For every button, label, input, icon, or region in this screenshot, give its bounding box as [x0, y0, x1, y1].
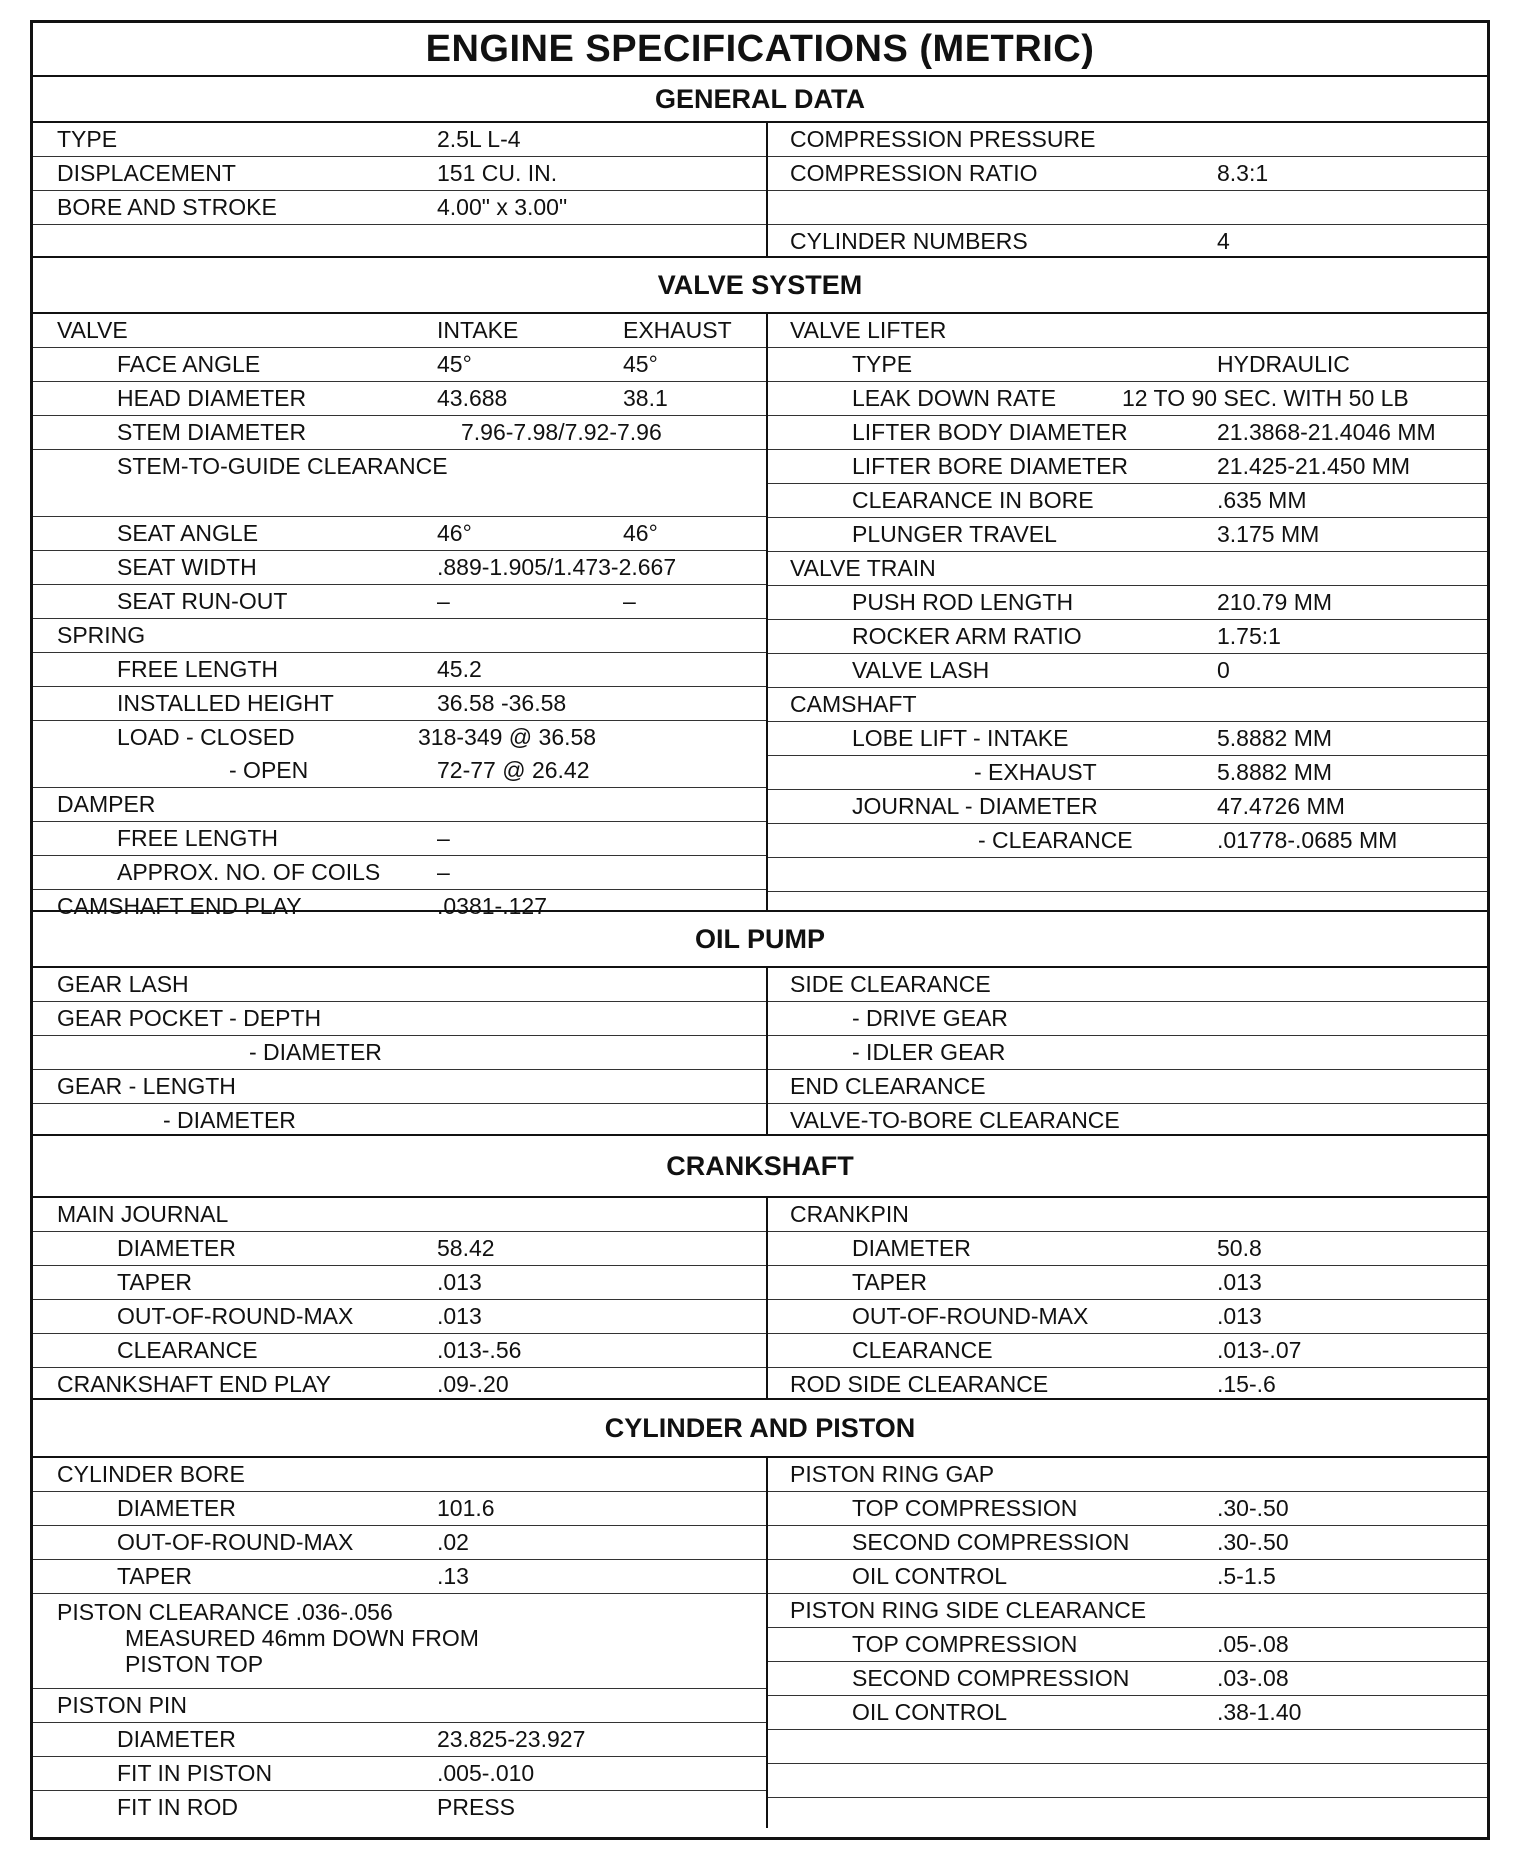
spec-value: 8.3:1 — [1217, 160, 1269, 186]
table-row — [33, 1300, 766, 1334]
table-row — [768, 824, 1487, 858]
table-row — [33, 1689, 766, 1723]
spec-label: SPRING — [57, 622, 146, 648]
table-row — [33, 968, 766, 1002]
column-header-exhaust: EXHAUST — [623, 317, 732, 343]
spec-value: .013 — [1217, 1303, 1262, 1329]
spec-label: PLUNGER TRAVEL — [852, 521, 1057, 547]
table-row — [33, 788, 766, 822]
spec-value: – — [437, 588, 450, 614]
spec-label: TYPE — [57, 126, 118, 152]
table-row — [33, 1791, 766, 1824]
table-row — [33, 1198, 766, 1232]
section-oil-pump — [33, 968, 1487, 1136]
spec-value: 1.75:1 — [1217, 623, 1281, 649]
spec-label: PISTON RING SIDE CLEARANCE — [790, 1597, 1147, 1623]
spec-label: LIFTER BORE DIAMETER — [852, 453, 1129, 479]
spec-value: .0381-.127 — [437, 893, 547, 919]
spec-label: FIT IN ROD — [117, 1794, 238, 1820]
spec-label: - DRIVE GEAR — [852, 1005, 1008, 1031]
table-row — [33, 1526, 766, 1560]
spec-label: FIT IN PISTON — [117, 1760, 273, 1786]
column-header-intake: INTAKE — [437, 317, 519, 343]
table-row — [33, 1104, 766, 1137]
section-heading-oil-pump: OIL PUMP — [33, 912, 1487, 968]
table-row — [33, 1368, 766, 1401]
spec-value: HYDRAULIC — [1217, 351, 1350, 377]
spec-value: 21.425-21.450 MM — [1217, 453, 1411, 479]
section-heading-valve-system: VALVE SYSTEM — [33, 258, 1487, 314]
general-right-column — [768, 123, 1487, 256]
table-row — [33, 585, 766, 619]
table-row — [768, 756, 1487, 790]
table-row — [768, 1458, 1487, 1492]
spec-value: 45° — [437, 351, 472, 377]
table-row — [768, 1730, 1487, 1764]
spec-label: - DIAMETER — [249, 1039, 382, 1065]
table-row — [768, 348, 1487, 382]
spec-label: ROCKER ARM RATIO — [852, 623, 1082, 649]
spec-label: HEAD DIAMETER — [117, 385, 307, 411]
spec-label: CAMSHAFT END PLAY — [57, 893, 302, 919]
table-row — [33, 450, 766, 483]
spec-value: 72-77 @ 26.42 — [437, 757, 590, 783]
spec-value: 210.79 MM — [1217, 589, 1333, 615]
spec-label: VALVE-TO-BORE CLEARANCE — [790, 1107, 1120, 1133]
spec-label: DIAMETER — [117, 1726, 236, 1752]
spec-label: PISTON RING GAP — [790, 1461, 995, 1487]
spec-label: - DIAMETER — [163, 1107, 296, 1133]
spec-label: GEAR - LENGTH — [57, 1073, 236, 1099]
valve-right-column — [768, 314, 1487, 910]
spec-value: 318-349 @ 36.58 — [418, 724, 597, 750]
spec-label: DIAMETER — [852, 1235, 971, 1261]
table-row — [33, 225, 766, 258]
spec-value: 3.175 MM — [1217, 521, 1320, 547]
table-row — [33, 348, 766, 382]
table-row — [33, 687, 766, 721]
valve-left-column — [33, 314, 768, 919]
spec-value: .889-1.905/1.473-2.667 — [437, 554, 677, 580]
spec-note: MEASURED 46mm DOWN FROM — [125, 1625, 479, 1651]
table-row — [33, 123, 766, 157]
spec-label: LEAK DOWN RATE — [852, 385, 1057, 411]
cylinder-left-column — [33, 1458, 768, 1828]
table-row — [768, 416, 1487, 450]
spec-value: .005-.010 — [437, 1760, 535, 1786]
cylinder-right-column — [768, 1458, 1487, 1828]
table-row — [33, 1036, 766, 1070]
spec-label: FREE LENGTH — [117, 825, 279, 851]
spec-value: .05-.08 — [1217, 1631, 1289, 1657]
table-row — [33, 314, 766, 348]
table-row — [33, 1266, 766, 1300]
spec-label: TYPE — [852, 351, 913, 377]
spec-label: ROD SIDE CLEARANCE — [790, 1371, 1049, 1397]
table-row — [768, 484, 1487, 518]
table-row — [33, 1232, 766, 1266]
spec-label: CRANKPIN — [790, 1201, 909, 1227]
table-row — [768, 968, 1487, 1002]
spec-label: OUT-OF-ROUND-MAX — [852, 1303, 1089, 1329]
spec-label: SEAT WIDTH — [117, 554, 257, 580]
table-row — [768, 518, 1487, 552]
spec-label: MAIN JOURNAL — [57, 1201, 229, 1227]
table-row — [33, 1070, 766, 1104]
spec-label: SEAT RUN-OUT — [117, 588, 288, 614]
spec-value: 12 TO 90 SEC. WITH 50 LB — [1122, 385, 1409, 411]
table-row — [768, 1798, 1487, 1831]
spec-value: 47.4726 MM — [1217, 793, 1345, 819]
spec-label: TAPER — [852, 1269, 927, 1295]
spec-value: 43.688 — [437, 385, 508, 411]
spec-label: BORE AND STROKE — [57, 194, 277, 220]
spec-label: CYLINDER BORE — [57, 1461, 245, 1487]
table-row — [33, 416, 766, 450]
spec-value: 0 — [1217, 657, 1230, 683]
spec-label: INSTALLED HEIGHT — [117, 690, 334, 716]
table-row — [33, 721, 766, 754]
spec-label: CRANKSHAFT END PLAY — [57, 1371, 331, 1397]
table-row — [768, 1368, 1487, 1401]
table-row — [768, 1764, 1487, 1798]
spec-value: – — [437, 825, 450, 851]
spec-label: - EXHAUST — [974, 759, 1097, 785]
spec-label: GEAR LASH — [57, 971, 189, 997]
spec-label: STEM-TO-GUIDE CLEARANCE — [117, 453, 448, 479]
spec-value: 50.8 — [1217, 1235, 1262, 1261]
table-row — [768, 157, 1487, 191]
spec-value: PRESS — [437, 1794, 515, 1820]
table-row — [768, 450, 1487, 484]
spec-label: COMPRESSION RATIO — [790, 160, 1038, 186]
spec-value: 21.3868-21.4046 MM — [1217, 419, 1436, 445]
table-row — [33, 822, 766, 856]
table-row — [768, 552, 1487, 586]
spec-label: JOURNAL - DIAMETER — [852, 793, 1098, 819]
spec-value: .01778-.0685 MM — [1217, 827, 1398, 853]
table-row — [768, 1266, 1487, 1300]
spec-value: 46° — [623, 520, 658, 546]
spec-label: SEAT ANGLE — [117, 520, 259, 546]
oil-pump-right-column — [768, 968, 1487, 1134]
spec-value: .03-.08 — [1217, 1665, 1289, 1691]
spec-label: VALVE LASH — [852, 657, 990, 683]
spec-value: .013-.07 — [1217, 1337, 1302, 1363]
spec-value: 151 CU. IN. — [437, 160, 558, 186]
spec-label: DIAMETER — [117, 1235, 236, 1261]
table-row — [768, 1232, 1487, 1266]
spec-value: 36.58 -36.58 — [437, 690, 567, 716]
spec-value: 45.2 — [437, 656, 482, 682]
spec-label: PUSH ROD LENGTH — [852, 589, 1074, 615]
table-row — [768, 1628, 1487, 1662]
spec-note: PISTON TOP — [125, 1651, 264, 1677]
table-row — [768, 382, 1487, 416]
spec-value: .013 — [1217, 1269, 1262, 1295]
spec-value: .30-.50 — [1217, 1495, 1289, 1521]
spec-label: - IDLER GEAR — [852, 1039, 1006, 1065]
spec-label: APPROX. NO. OF COILS — [117, 859, 381, 885]
table-row — [768, 1696, 1487, 1730]
table-row — [33, 856, 766, 890]
spec-value: .30-.50 — [1217, 1529, 1289, 1555]
table-row — [768, 1526, 1487, 1560]
spec-value: 7.96-7.98/7.92-7.96 — [461, 419, 662, 445]
crankshaft-right-column — [768, 1198, 1487, 1398]
spec-label: LIFTER BODY DIAMETER — [852, 419, 1128, 445]
section-heading-general: GENERAL DATA — [33, 77, 1487, 123]
table-row — [768, 1662, 1487, 1696]
table-row — [33, 1458, 766, 1492]
spec-label: CAMSHAFT — [790, 691, 917, 717]
table-row — [768, 1492, 1487, 1526]
spec-label: OUT-OF-ROUND-MAX — [117, 1529, 354, 1555]
spec-label: CYLINDER NUMBERS — [790, 228, 1028, 254]
spec-label: CLEARANCE — [117, 1337, 258, 1363]
table-row — [768, 1036, 1487, 1070]
section-general — [33, 123, 1487, 258]
table-row — [33, 382, 766, 416]
table-row — [33, 653, 766, 687]
spec-label: TAPER — [117, 1269, 192, 1295]
table-row — [33, 619, 766, 653]
table-row — [768, 858, 1487, 892]
table-row — [768, 1198, 1487, 1232]
spec-label: SIDE CLEARANCE — [790, 971, 991, 997]
spec-label: VALVE TRAIN — [790, 555, 936, 581]
spec-value: .02 — [437, 1529, 469, 1555]
spec-value: 4.00" x 3.00" — [437, 194, 568, 220]
spec-value: – — [437, 859, 450, 885]
page-title: ENGINE SPECIFICATIONS (METRIC) — [33, 23, 1487, 77]
spec-value: 45° — [623, 351, 658, 377]
spec-label: OIL CONTROL — [852, 1699, 1008, 1725]
table-row — [768, 1002, 1487, 1036]
spec-value: .38-1.40 — [1217, 1699, 1302, 1725]
spec-label: OUT-OF-ROUND-MAX — [117, 1303, 354, 1329]
spec-label: FACE ANGLE — [117, 351, 261, 377]
spec-value: .013-.56 — [437, 1337, 522, 1363]
spec-value: 38.1 — [623, 385, 668, 411]
table-row — [768, 654, 1487, 688]
table-row — [768, 1300, 1487, 1334]
table-row — [33, 1492, 766, 1526]
table-row — [33, 157, 766, 191]
table-row — [768, 191, 1487, 225]
spec-label: SECOND COMPRESSION — [852, 1665, 1130, 1691]
section-crankshaft — [33, 1198, 1487, 1400]
section-cylinder-piston — [33, 1458, 1487, 1828]
spec-label: CLEARANCE — [852, 1337, 993, 1363]
spec-value: 46° — [437, 520, 472, 546]
spec-label: TOP COMPRESSION — [852, 1631, 1078, 1657]
spec-label: FREE LENGTH — [117, 656, 279, 682]
table-row — [33, 890, 766, 923]
spec-value: 5.8882 MM — [1217, 725, 1333, 751]
spec-label: END CLEARANCE — [790, 1073, 986, 1099]
spec-value: 101.6 — [437, 1495, 495, 1521]
table-row — [33, 483, 766, 517]
spec-label: COMPRESSION PRESSURE — [790, 126, 1096, 152]
table-row — [33, 1757, 766, 1791]
table-row — [33, 1334, 766, 1368]
spec-value: 23.825-23.927 — [437, 1726, 586, 1752]
general-left-column — [33, 123, 768, 256]
spec-label: DISPLACEMENT — [57, 160, 236, 186]
table-row — [768, 225, 1487, 258]
spec-label: STEM DIAMETER — [117, 419, 307, 445]
spec-label: LOAD - CLOSED — [117, 724, 295, 750]
spec-value: .635 MM — [1217, 487, 1307, 513]
spec-label: TOP COMPRESSION — [852, 1495, 1078, 1521]
table-row — [768, 586, 1487, 620]
spec-label: PISTON PIN — [57, 1692, 187, 1718]
table-row — [768, 790, 1487, 824]
spec-label: OIL CONTROL — [852, 1563, 1008, 1589]
table-row — [33, 1560, 766, 1594]
spec-value: 58.42 — [437, 1235, 495, 1261]
table-row — [768, 314, 1487, 348]
spec-label: DIAMETER — [117, 1495, 236, 1521]
crankshaft-left-column — [33, 1198, 768, 1398]
table-row — [33, 1723, 766, 1757]
spec-value: 2.5L L-4 — [437, 126, 521, 152]
table-row — [768, 688, 1487, 722]
spec-label: - OPEN — [229, 757, 309, 783]
table-row-piston-clearance — [33, 1594, 766, 1689]
table-row — [768, 722, 1487, 756]
spec-value: 4 — [1217, 228, 1230, 254]
spec-label: TAPER — [117, 1563, 192, 1589]
spec-value: .5-1.5 — [1217, 1563, 1276, 1589]
table-row — [33, 754, 766, 788]
spec-label: VALVE LIFTER — [790, 317, 947, 343]
spec-value: .13 — [437, 1563, 469, 1589]
spec-label: LOBE LIFT - INTAKE — [852, 725, 1069, 751]
section-heading-crankshaft: CRANKSHAFT — [33, 1136, 1487, 1198]
table-row — [33, 1002, 766, 1036]
spec-label: GEAR POCKET - DEPTH — [57, 1005, 322, 1031]
table-row — [768, 123, 1487, 157]
spec-label: PISTON CLEARANCE .036-.056 — [57, 1599, 393, 1625]
table-row — [768, 620, 1487, 654]
spec-label: - CLEARANCE — [978, 827, 1133, 853]
table-row — [768, 1594, 1487, 1628]
section-valve-system — [33, 314, 1487, 919]
spec-value: .09-.20 — [437, 1371, 509, 1397]
table-row — [33, 551, 766, 585]
spec-label: SECOND COMPRESSION — [852, 1529, 1130, 1555]
table-row — [33, 191, 766, 225]
table-row — [33, 517, 766, 551]
spec-value: .15-.6 — [1217, 1371, 1276, 1397]
table-row — [768, 1560, 1487, 1594]
spec-value: – — [623, 588, 636, 614]
spec-label: VALVE — [57, 317, 128, 343]
oil-pump-left-column — [33, 968, 768, 1134]
table-row — [768, 1334, 1487, 1368]
table-row — [768, 1104, 1487, 1137]
spec-value: .013 — [437, 1269, 482, 1295]
section-heading-cylinder-piston: CYLINDER AND PISTON — [33, 1400, 1487, 1458]
spec-value: .013 — [437, 1303, 482, 1329]
spec-label: CLEARANCE IN BORE — [852, 487, 1094, 513]
spec-label: DAMPER — [57, 791, 156, 817]
table-row — [768, 1070, 1487, 1104]
spec-value: 5.8882 MM — [1217, 759, 1333, 785]
table-row — [768, 892, 1487, 925]
spec-sheet — [30, 20, 1490, 1840]
